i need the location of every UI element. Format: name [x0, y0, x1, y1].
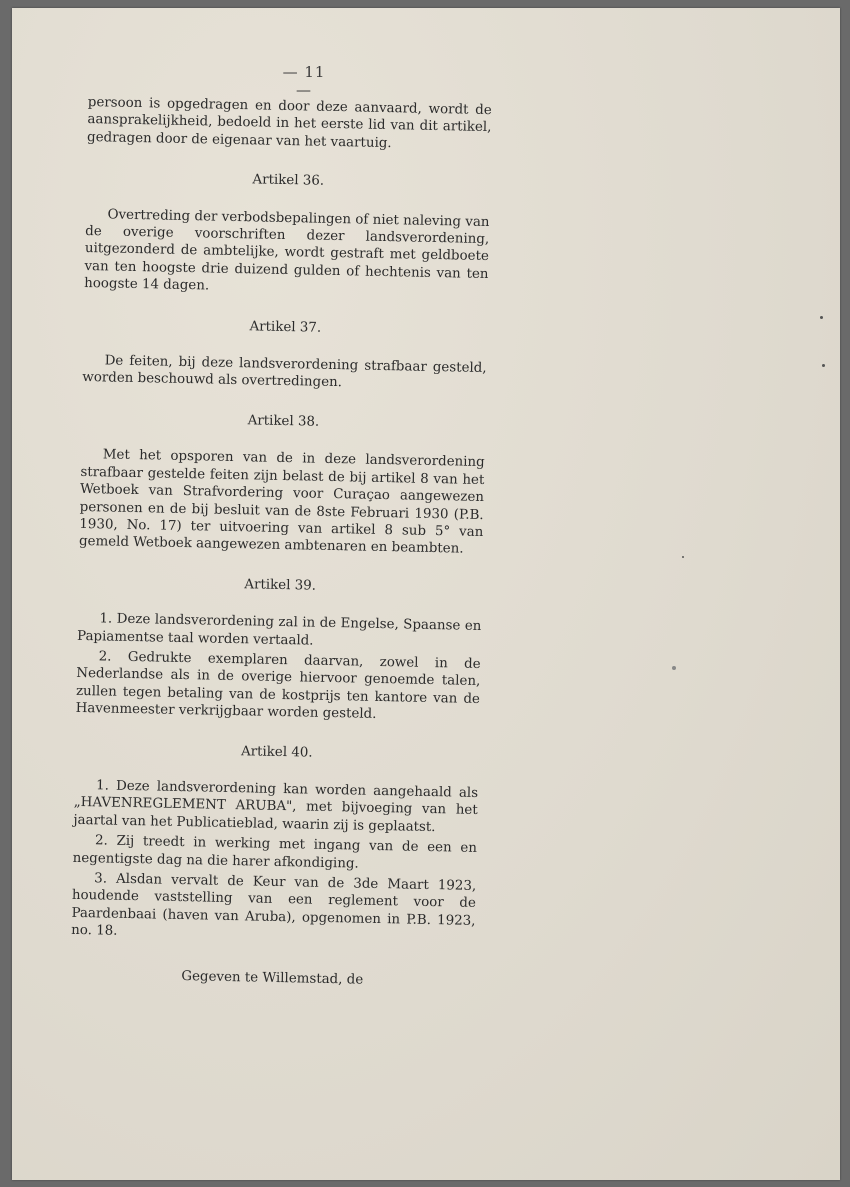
paper-speck [820, 316, 823, 319]
document-page [12, 8, 840, 1180]
article-37-text: De feiten, bij deze landsverordening strafbaar gesteld, worden beschouwd als overtredingen. [82, 353, 487, 391]
article-40-clause-3: 3. Alsdan vervalt de Keur van de 3de Maart 1923, houdende vaststelling van een reglement voor de Paardenbaai (haven van Aruba), opgenomen in P.B. 1923, no. 18. [71, 871, 477, 939]
paper-speck [682, 556, 684, 558]
article-36-text: Overtreding der verbodsbepalingen of niet naleving van de overige voorschriften dezer landsverordening, uitgezonderd de ambtelijke, wordt gestraft met geldboete van ten hoogste drie duizend gulden of hechtenis van ten hoogste 14 dagen. [84, 207, 490, 294]
article-37-heading: Artikel 37. [249, 318, 322, 336]
intro-paragraph: persoon is opgedragen en door deze aanvaard, wordt de aansprakelijkheid, bedoeld in het eerste lid van dit artikel, gedragen door de eigenaar van het vaartuig. [86, 94, 492, 151]
article-40-clause-1: 1. Deze landsverordening kan worden aangehaald als „HAVENREGLEMENT ARUBA", met bijvoeging van het jaartal van het Publicatieblad, waarin zij is geplaatst. [73, 778, 479, 835]
article-40-heading: Artikel 40. [240, 743, 313, 761]
article-39-clause-1: 1. Deze landsverordening zal in de Engelse, Spaanse en Papiamentse taal worden vertaald. [76, 611, 482, 649]
paper-speck [672, 666, 676, 670]
article-body [70, 94, 492, 1011]
article-38-text: Met het opsporen van de in deze landsverordening strafbaar gestelde feiten zijn belast de bij artikel 8 van het Wetboek van Strafvordering voor Curaçao aangewezen personen en de bij besluit van de 8ste Februari 1930 (P.B. 1930, No. 17) ter uitvoering van artikel 8 sub 5° van gemeld Wetboek aangewezen ambtenaren en beambten. [78, 447, 485, 557]
article-39-clause-2: 2. Gedrukte exemplaren daarvan, zowel in de Nederlandse als in de overige hiervoor genoemde talen, zullen tegen betaling van de kostprijs ten kantore van de Havenmeester verkrijgbaar worden gesteld. [75, 649, 481, 723]
paper-speck [822, 364, 825, 367]
closing-line: Gegeven te Willemstad, de [181, 968, 364, 988]
article-39-heading: Artikel 39. [244, 576, 317, 594]
page-number: — 11 — [282, 63, 326, 99]
article-40-clause-2: 2. Zij treedt in werking met ingang van de een en negentigste dag na die harer afkondiging. [72, 833, 478, 872]
article-36-heading: Artikel 36. [252, 172, 325, 189]
article-38-heading: Artikel 38. [247, 413, 320, 430]
